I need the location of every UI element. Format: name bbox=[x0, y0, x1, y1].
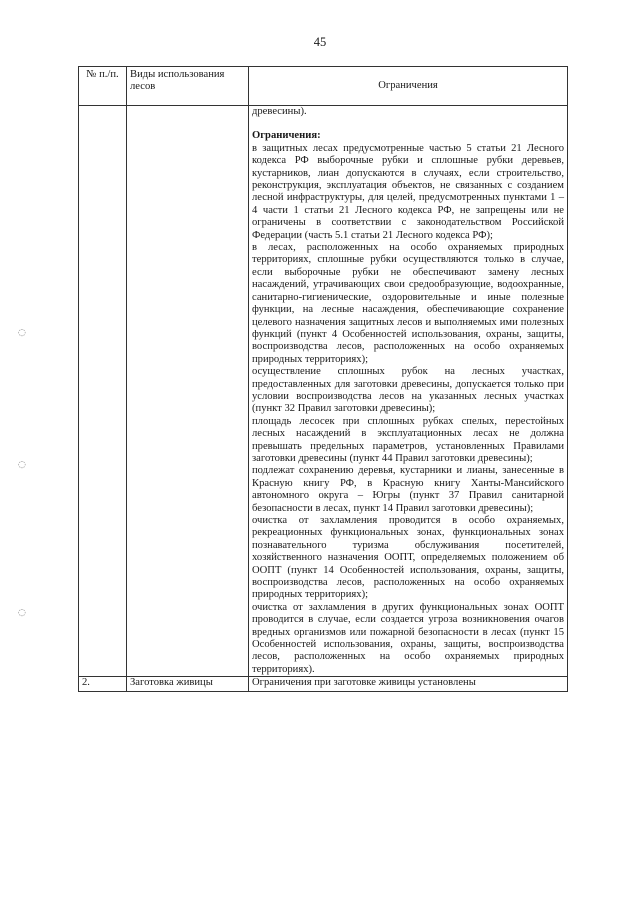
header-restrictions: Ограничения bbox=[249, 67, 568, 106]
header-number: № п./п. bbox=[79, 67, 127, 106]
row2-number: 2. bbox=[79, 677, 127, 692]
restriction-item: осуществление сплошных рубок на лесных участках, предоставленных для заготовки древесины, допускается только при условии воспроизводства лесов на указанных лесных участках (пункт 32 Правил заготовки древесины); bbox=[252, 366, 564, 415]
scan-mark-icon: ◌ bbox=[18, 460, 26, 470]
restrictions-table bbox=[78, 66, 568, 692]
table-row bbox=[79, 106, 568, 677]
restriction-item: в лесах, расположенных на особо охраняемых природных территориях, сплошные рубки осуществляются только в случае, если выборочные рубки не обеспечивают замену лесных насаждений, утрачивающих свои средообразующие, водоохранные, санитарно-гигиенические, оздоровительные и иные полезные функции, на лесные насаждения, обеспечивающие сохранение целевого назначения защитных лесов и выполняемых ими полезных функций (пункт 4 Особенностей использования, охраны, защиты, воспроизводства лесов, расположенных на особо охраняемых природных территориях); bbox=[252, 242, 564, 365]
restriction-item: подлежат сохранению деревья, кустарники и лианы, занесенные в Красную книгу РФ, в Красную книгу Ханты-Мансийского автономного округа – Югры (пункт 37 Правил санитарной безопасности в лесах, пункт 14 Правил заготовки древесины); bbox=[252, 465, 564, 514]
restriction-item: площадь лесосек при сплошных рубках спелых, перестойных лесных насаждений в эксплуатационных лесах не должна превышать предельных параметров, установленных Правилами заготовки древесины (пункт 44 Правил заготовки древесины); bbox=[252, 415, 564, 464]
row2-restrictions: Ограничения при заготовке живицы установлены bbox=[249, 677, 568, 692]
row1-number bbox=[79, 106, 127, 677]
page-number: 45 bbox=[313, 35, 327, 49]
restriction-item: очистка от захламления в других функциональных зонах ООПТ проводится в случае, если создается угроза возникновения очагов вредных организмов или пожарной безопасности в лесах (пункт 15 Особенностей использования, охраны, защиты, воспроизводства лесов, расположенных на особо охраняемых природных территориях). bbox=[252, 601, 564, 675]
restriction-item: очистка от захламления проводится в особо охраняемых, рекреационных функциональных зонах, функциональных зонах познавательного туризма обслуживания посетителей, хозяйственного назначения ООПТ, определяемых положением об ООПТ (пункт 14 Особенностей использования, охраны, защиты, воспроизводства лесов, расположенных на особо охраняемых природных территориях); bbox=[252, 515, 564, 601]
table-header-row bbox=[79, 67, 568, 106]
row1-kind bbox=[127, 106, 249, 677]
table-row bbox=[79, 677, 568, 692]
scan-mark-icon: ◌ bbox=[18, 328, 26, 338]
row2-kind: Заготовка живицы bbox=[127, 677, 249, 692]
continuation-text: древесины). bbox=[252, 106, 307, 117]
header-forest-use-kind: Виды использования лесов bbox=[127, 67, 249, 106]
scan-mark-icon: ◌ bbox=[18, 608, 26, 618]
restrictions-heading: Ограничения: bbox=[252, 130, 321, 142]
restriction-item: в защитных лесах предусмотренные частью 5 статьи 21 Лесного кодекса РФ выборочные рубки и сплошные рубки деревьев, кустарников, лиан допускаются в случаях, если строительство, реконструкция, эксплуатация объектов, не связанных с созданием лесной инфраструктуры, для целей, предусмотренных пунктами 1 – 4 части 1 статьи 21 Лесного кодекса РФ, не запрещены или не ограничены в соответствии с законодательством Российской Федерации (часть 5.1 статьи 21 Лесного кодекса РФ); bbox=[252, 142, 564, 241]
row1-restrictions bbox=[249, 106, 568, 677]
